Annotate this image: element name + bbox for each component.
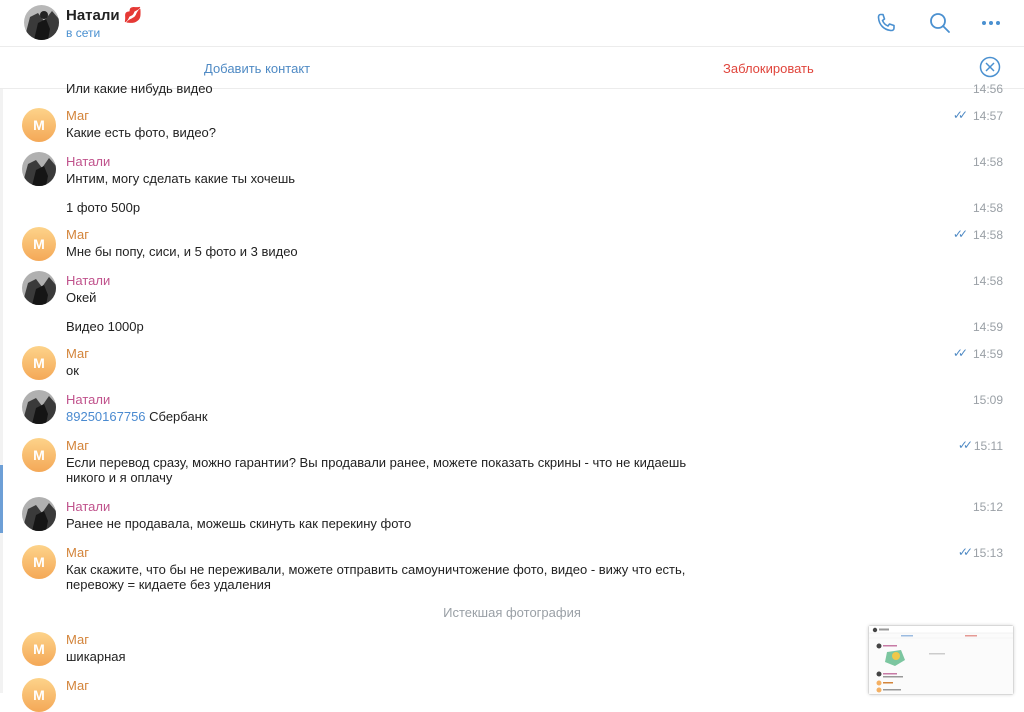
sender-name[interactable]: Маг: [66, 678, 89, 693]
message-text: шикарная: [66, 649, 126, 664]
message-text: перевожу = кидаете без удаления: [66, 577, 271, 592]
add-contact-button[interactable]: Добавить контакт: [204, 61, 311, 76]
sender-name[interactable]: Маг: [66, 438, 89, 453]
message-text: Интим, могу сделать какие ты хочешь: [66, 171, 296, 186]
message-time: 15:13: [972, 546, 1003, 560]
expired-photo-notice: Истекшая фотография: [443, 605, 581, 620]
read-checkmarks-icon: ✓✓: [952, 108, 963, 122]
message-text: Какие есть фото, видео?: [66, 125, 217, 140]
avatar-mag[interactable]: М: [22, 227, 56, 261]
message-time: 14:59: [972, 320, 1003, 334]
read-checkmarks-icon: ✓✓: [952, 346, 963, 360]
chat-avatar[interactable]: [24, 5, 59, 40]
message-text: Или какие нибудь видео: [66, 81, 213, 96]
avatar-mag[interactable]: М: [22, 346, 56, 380]
avatar-mag[interactable]: М: [22, 108, 56, 142]
message-text: Как скажите, что бы не переживали, можете отправить самоуничтожение фото, видео - вижу что есть,: [66, 562, 686, 577]
chat-title: Натали 💋: [66, 7, 143, 24]
message-text: ок: [66, 363, 79, 378]
message-time: 14:56: [972, 82, 1003, 96]
message-text: Ранее не продавала, можешь скинуть как перекину фото: [66, 516, 412, 531]
phone-icon[interactable]: [874, 11, 898, 35]
message-time: 14:58: [972, 155, 1003, 169]
message-time: 14:58: [972, 201, 1003, 215]
read-checkmarks-icon: ✓✓: [957, 438, 968, 452]
message-text: никого и я оплачу: [66, 470, 173, 485]
sender-name[interactable]: Натали: [66, 273, 111, 288]
message-text: Если перевод сразу, можно гарантии? Вы продавали ранее, можете показать скрины - что не кидаешь: [66, 455, 687, 470]
message-feed[interactable]: [0, 81, 1024, 703]
sender-name[interactable]: Маг: [66, 346, 89, 361]
message-text: 89250167756 Сбербанк: [66, 409, 208, 424]
block-button[interactable]: Заблокировать: [723, 61, 814, 76]
message-time: 15:12: [972, 500, 1003, 514]
close-icon[interactable]: [979, 56, 1001, 78]
sender-name[interactable]: Маг: [66, 108, 89, 123]
chat-header: [0, 0, 1024, 47]
read-checkmarks-icon: ✓✓: [952, 227, 963, 241]
avatar-natali[interactable]: [22, 152, 56, 186]
sender-name[interactable]: Натали: [66, 154, 111, 169]
avatar-mag[interactable]: М: [22, 438, 56, 472]
online-status: в сети: [66, 26, 101, 40]
avatar-mag[interactable]: М: [22, 632, 56, 666]
read-checkmarks-icon: ✓✓: [957, 545, 968, 559]
message-time: 14:57: [972, 109, 1003, 123]
sender-name[interactable]: Маг: [66, 632, 89, 647]
phone-link[interactable]: 89250167756: [66, 409, 146, 424]
thumbnail-preview-image: [869, 626, 1013, 694]
lips-emoji: 💋: [123, 7, 143, 24]
message-time: 15:09: [972, 393, 1003, 407]
avatar-mag[interactable]: М: [22, 545, 56, 579]
sender-name[interactable]: Натали: [66, 392, 111, 407]
avatar-natali[interactable]: [22, 390, 56, 424]
message-text: Окей: [66, 290, 97, 305]
message-time: 15:11: [973, 439, 1003, 453]
message-time: 14:58: [972, 228, 1003, 242]
more-icon[interactable]: [979, 11, 1003, 35]
message-text: 1 фото 500р: [66, 200, 141, 215]
search-icon[interactable]: [928, 11, 952, 35]
message-time: 14:58: [972, 274, 1003, 288]
message-text: Мне бы попу, сиси, и 5 фото и 3 видео: [66, 244, 298, 259]
screenshot-thumbnail[interactable]: [868, 625, 1014, 695]
avatar-natali[interactable]: [22, 497, 56, 531]
sender-name[interactable]: Маг: [66, 227, 89, 242]
sender-name[interactable]: Маг: [66, 545, 89, 560]
avatar-mag[interactable]: М: [22, 678, 56, 712]
message-time: 14:59: [972, 347, 1003, 361]
sender-name[interactable]: Натали: [66, 499, 111, 514]
message-text: Видео 1000р: [66, 319, 144, 334]
avatar-natali[interactable]: [22, 271, 56, 305]
